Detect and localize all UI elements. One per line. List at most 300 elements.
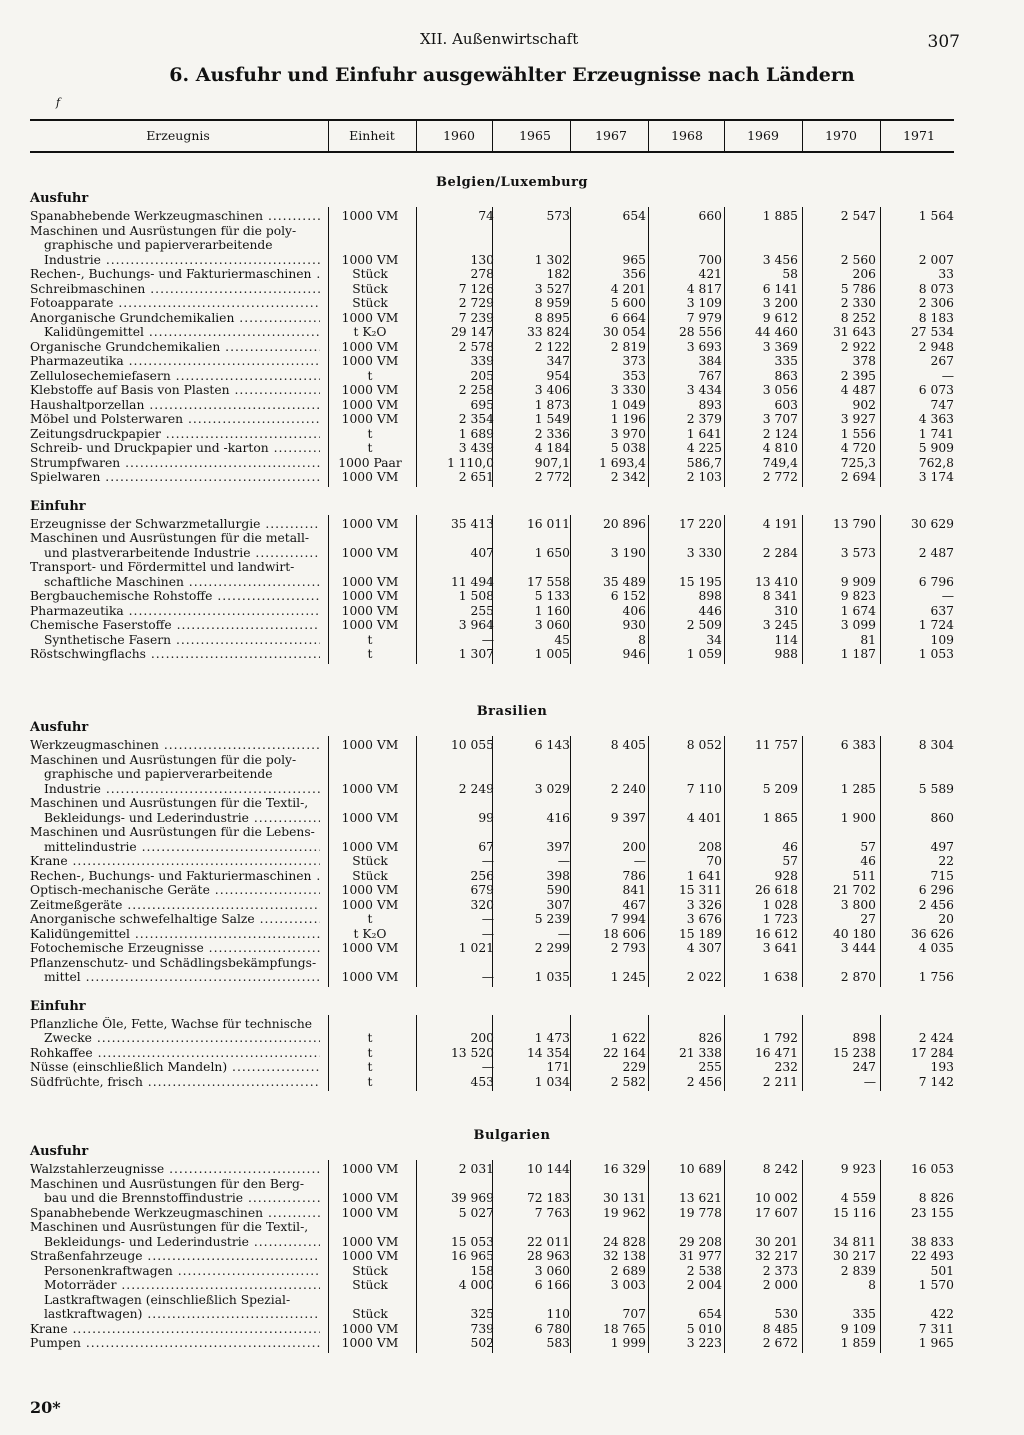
row-value: 17 220 [678, 516, 722, 531]
column-divider [328, 515, 329, 664]
row-value: 8 242 [762, 1162, 798, 1176]
row-value: 511 [852, 868, 876, 883]
row-value: 30 201 [754, 1234, 798, 1249]
row-value: 3 200 [762, 296, 798, 310]
row-label: Maschinen und Ausrüstungen für den Berg- [30, 1176, 305, 1191]
row-value: 40 180 [832, 926, 876, 941]
row-value: 3 927 [840, 412, 876, 426]
row-unit: 1000 VM [341, 397, 399, 412]
row-unit: t [367, 632, 373, 647]
row-label: Pharmazeutika ..... [30, 604, 320, 618]
row-value: 21 338 [678, 1045, 722, 1060]
row-label: Klebstoffe auf Basis von Plasten ..... [30, 383, 320, 397]
row-label: Schreib- und Druckpapier und -karton ..... [30, 441, 320, 455]
row-value: 2 124 [762, 426, 798, 441]
row-value: 33 824 [526, 325, 570, 339]
group-title: Einfuhr [30, 998, 86, 1014]
row-value: 1 473 [534, 1031, 570, 1045]
row-value: 232 [774, 1060, 798, 1074]
row-value: 29 147 [450, 325, 494, 339]
row-value: 749,4 [762, 455, 798, 470]
row-label: bau und die Brennstoffindustrie ..... [30, 1191, 320, 1205]
row-label: Krane ..... [30, 1322, 320, 1336]
row-label: Zwecke ..... [30, 1031, 320, 1045]
column-divider [570, 736, 571, 987]
row-value: 4 184 [534, 441, 570, 455]
row-value: — [481, 1060, 494, 1074]
row-label: Rechen-, Buchungs- und Fakturiermaschinen ..... [30, 869, 320, 883]
row-value: 2 456 [686, 1074, 722, 1089]
row-unit: t [367, 1060, 373, 1074]
row-value: 3 573 [840, 545, 876, 560]
row-value: 397 [546, 839, 570, 854]
row-value: 373 [622, 354, 646, 368]
row-unit: 1000 VM [341, 883, 399, 897]
row-value: 4 201 [610, 281, 646, 296]
row-value: 3 330 [610, 383, 646, 397]
row-value: 1 859 [840, 1336, 876, 1350]
row-value: 13 520 [450, 1045, 494, 1060]
row-value: 28 963 [526, 1249, 570, 1263]
row-value: 13 621 [678, 1191, 722, 1205]
row-value: 7 239 [458, 310, 494, 325]
row-unit: 1000 VM [341, 1249, 399, 1263]
row-value: 898 [852, 1031, 876, 1045]
row-value: 8 826 [918, 1191, 954, 1205]
row-value: 2 022 [686, 970, 722, 984]
row-unit: t [367, 1045, 373, 1060]
row-value: 256 [470, 868, 494, 883]
group-title: Einfuhr [30, 498, 86, 514]
row-value: 22 011 [526, 1234, 570, 1249]
row-unit: t [367, 1031, 373, 1045]
row-value: 2 004 [686, 1278, 722, 1292]
row-value: 2 560 [840, 252, 876, 267]
row-value: — [481, 632, 494, 647]
row-value: 11 494 [450, 574, 494, 589]
column-divider [648, 515, 649, 664]
row-value: 2 772 [762, 470, 798, 484]
row-label: Motorräder ..... [30, 1278, 320, 1292]
row-value: 4 401 [686, 810, 722, 825]
row-value: 860 [930, 810, 954, 825]
row-value: 3 003 [610, 1278, 646, 1292]
row-value: 57 [782, 854, 798, 868]
row-value: 30 054 [602, 325, 646, 339]
row-value: 654 [698, 1307, 722, 1321]
row-value: 1 900 [840, 810, 876, 825]
row-value: 928 [774, 868, 798, 883]
row-value: 2 031 [458, 1162, 494, 1176]
row-unit: 1000 VM [341, 310, 399, 325]
row-value: 4 225 [686, 441, 722, 455]
row-value: 2 258 [458, 383, 494, 397]
row-value: 307 [546, 897, 570, 912]
row-value: 7 311 [918, 1321, 954, 1336]
row-value: 1 999 [610, 1336, 646, 1350]
margin-mark: f [56, 96, 61, 109]
row-unit: t [367, 368, 373, 383]
row-value: 988 [774, 647, 798, 661]
column-divider [724, 736, 725, 987]
row-value: 58 [782, 267, 798, 281]
row-value: 583 [546, 1336, 570, 1350]
row-value: 2 103 [686, 470, 722, 484]
row-unit: 1000 VM [341, 470, 399, 484]
column-divider [648, 1015, 649, 1092]
row-value: 5 038 [610, 441, 646, 455]
column-divider [802, 1015, 803, 1092]
row-unit: 1000 VM [341, 781, 399, 796]
row-value: 1 564 [918, 209, 954, 223]
row-value: 28 556 [678, 325, 722, 339]
row-unit: 1000 VM [341, 1336, 399, 1350]
row-value: 1 641 [686, 426, 722, 441]
row-unit: Stück [352, 267, 388, 281]
row-value: 1 873 [534, 397, 570, 412]
row-value: — [481, 854, 494, 868]
row-value: 3 676 [686, 912, 722, 926]
row-value: 1 641 [686, 868, 722, 883]
row-value: 893 [698, 397, 722, 412]
row-value: 2 424 [918, 1031, 954, 1045]
row-label: Nüsse (einschließlich Mandeln) ..... [30, 1060, 320, 1074]
row-value: 9 823 [840, 589, 876, 603]
row-value: 6 141 [762, 281, 798, 296]
row-label: Möbel und Polsterwaren ..... [30, 412, 320, 426]
row-value: 2 578 [458, 339, 494, 354]
row-value: 10 055 [450, 738, 494, 752]
row-value: 902 [852, 397, 876, 412]
row-value: 8 052 [686, 738, 722, 752]
row-label: Bekleidungs- und Lederindustrie ..... [30, 811, 320, 825]
row-label: Kalidüngemittel ..... [30, 325, 320, 339]
row-value: 2 354 [458, 412, 494, 426]
row-value: 30 217 [832, 1249, 876, 1263]
row-value: 1 285 [840, 781, 876, 796]
row-value: 3 099 [840, 618, 876, 632]
row-value: 1 741 [918, 426, 954, 441]
row-value: 2 379 [686, 412, 722, 426]
row-value: 2 373 [762, 1263, 798, 1278]
row-unit: 1000 VM [341, 516, 399, 531]
row-label: Maschinen und Ausrüstungen für die Lebens- [30, 825, 315, 839]
row-value: 1 034 [534, 1074, 570, 1089]
row-value: 2 249 [458, 781, 494, 796]
row-value: 9 109 [840, 1321, 876, 1336]
column-divider [416, 1160, 417, 1353]
row-unit: Stück [352, 868, 388, 883]
row-value: 109 [930, 632, 954, 647]
row-label: Bekleidungs- und Lederindustrie ..... [30, 1235, 320, 1249]
row-label: Optisch-mechanische Geräte ..... [30, 883, 320, 897]
row-value: — [557, 854, 570, 868]
row-value: 898 [698, 589, 722, 603]
row-value: 2 922 [840, 339, 876, 354]
row-unit: Stück [352, 854, 388, 868]
row-unit: 1000 VM [341, 618, 399, 632]
column-header-year: 1965 [519, 128, 551, 143]
row-value: 954 [546, 368, 570, 383]
row-unit: t [367, 1074, 373, 1089]
row-value: 1 110,0 [447, 455, 494, 470]
row-unit: 1000 VM [341, 897, 399, 912]
header-column-divider [880, 121, 881, 151]
row-value: 378 [852, 354, 876, 368]
row-unit: Stück [352, 1278, 388, 1292]
row-value: 1 556 [840, 426, 876, 441]
row-value: 171 [546, 1060, 570, 1074]
row-label: Pflanzenschutz- und Schädlingsbekämpfungs- [30, 955, 317, 970]
row-value: 1 693,4 [599, 455, 646, 470]
row-value: 7 994 [610, 912, 646, 926]
row-value: 24 828 [602, 1234, 646, 1249]
row-value: 3 800 [840, 897, 876, 912]
row-value: 3 456 [762, 252, 798, 267]
column-divider [416, 207, 417, 487]
row-value: 747 [930, 397, 954, 412]
row-value: 4 035 [918, 941, 954, 955]
row-label: Zeitmeßgeräte ..... [30, 898, 320, 912]
row-unit: 1000 VM [341, 603, 399, 618]
row-value: 15 053 [450, 1234, 494, 1249]
row-value: 267 [930, 354, 954, 368]
row-label: Transport- und Fördermittel und landwirt- [30, 560, 295, 574]
row-value: 1 508 [458, 589, 494, 603]
row-value: 1 570 [918, 1278, 954, 1292]
row-value: 2 948 [918, 339, 954, 354]
row-value: 2 870 [840, 970, 876, 984]
column-divider [802, 1160, 803, 1353]
row-value: 35 489 [602, 574, 646, 589]
row-label: Personenkraftwagen ..... [30, 1264, 320, 1278]
row-value: 3 174 [918, 470, 954, 484]
column-divider [492, 1015, 493, 1092]
row-value: 707 [622, 1307, 646, 1321]
row-unit: 1000 VM [341, 209, 399, 223]
row-value: 3 056 [762, 383, 798, 397]
row-value: 2 306 [918, 296, 954, 310]
row-value: 679 [470, 883, 494, 897]
header-column-divider [724, 121, 725, 151]
row-label: Erzeugnisse der Schwarzmetallurgie ..... [30, 517, 320, 531]
row-value: 8 895 [534, 310, 570, 325]
row-value: — [557, 926, 570, 941]
row-value: 2 582 [610, 1074, 646, 1089]
row-value: 3 060 [534, 618, 570, 632]
row-value: 422 [930, 1307, 954, 1321]
row-value: 5 010 [686, 1321, 722, 1336]
column-header-year: 1969 [747, 128, 779, 143]
row-value: 6 780 [534, 1321, 570, 1336]
row-value: 6 152 [610, 589, 646, 603]
row-unit: t [367, 912, 373, 926]
row-value: 193 [930, 1060, 954, 1074]
row-value: 23 155 [910, 1205, 954, 1220]
row-value: 2 122 [534, 339, 570, 354]
row-value: 200 [622, 839, 646, 854]
row-value: 13 410 [754, 574, 798, 589]
row-value: 1 622 [610, 1031, 646, 1045]
row-value: 3 369 [762, 339, 798, 354]
row-value: 4 720 [840, 441, 876, 455]
column-divider [880, 1160, 881, 1353]
row-value: 22 164 [602, 1045, 646, 1060]
row-value: 5 909 [918, 441, 954, 455]
row-value: 4 363 [918, 412, 954, 426]
row-unit: 1000 VM [341, 252, 399, 267]
row-value: 16 471 [754, 1045, 798, 1060]
column-header-product: Erzeugnis [146, 128, 210, 143]
row-value: 2 547 [840, 209, 876, 223]
row-label: Spanabhebende Werkzeugmaschinen ..... [30, 1206, 320, 1220]
row-value: 1 187 [840, 647, 876, 661]
row-value: 34 [706, 632, 722, 647]
row-label: Werkzeugmaschinen ..... [30, 738, 320, 752]
row-value: 1 028 [762, 897, 798, 912]
row-value: 6 664 [610, 310, 646, 325]
row-value: 7 126 [458, 281, 494, 296]
row-value: 21 702 [832, 883, 876, 897]
row-value: 1 245 [610, 970, 646, 984]
signature-mark: 20* [30, 1398, 61, 1417]
row-value: 32 138 [602, 1249, 646, 1263]
row-label: mittel ..... [30, 970, 320, 984]
row-label: Strumpfwaren ..... [30, 456, 320, 470]
row-value: 1 965 [918, 1336, 954, 1350]
header-column-divider [802, 121, 803, 151]
row-unit: Stück [352, 1307, 388, 1321]
column-divider [570, 1160, 571, 1353]
row-value: 15 238 [832, 1045, 876, 1060]
row-value: 1 885 [762, 209, 798, 223]
row-unit: 1000 VM [341, 1234, 399, 1249]
row-value: 2 793 [610, 941, 646, 955]
row-label: Maschinen und Ausrüstungen für die metall- [30, 531, 310, 545]
row-value: 114 [774, 632, 798, 647]
row-value: 2 729 [458, 296, 494, 310]
page-number: 307 [927, 32, 960, 52]
row-value: 46 [782, 839, 798, 854]
row-value: 603 [774, 397, 798, 412]
row-unit: 1000 VM [341, 383, 399, 397]
row-value: 10 144 [526, 1162, 570, 1176]
row-value: 16 011 [526, 516, 570, 531]
header-column-divider [492, 121, 493, 151]
column-divider [724, 1160, 725, 1353]
row-value: 2 487 [918, 545, 954, 560]
row-value: 335 [852, 1307, 876, 1321]
row-value: 2 284 [762, 545, 798, 560]
row-value: 356 [622, 267, 646, 281]
row-value: 8 405 [610, 738, 646, 752]
row-value: 762,8 [918, 455, 954, 470]
row-value: 3 970 [610, 426, 646, 441]
row-value: 229 [622, 1060, 646, 1074]
row-label: Pumpen ..... [30, 1336, 320, 1350]
row-value: 16 612 [754, 926, 798, 941]
row-value: 20 [938, 912, 954, 926]
row-label: Straßenfahrzeuge ..... [30, 1249, 320, 1263]
column-header-year: 1968 [671, 128, 703, 143]
row-label: Pflanzliche Öle, Fette, Wachse für technische [30, 1016, 313, 1031]
row-value: 5 589 [918, 781, 954, 796]
row-value: 34 811 [832, 1234, 876, 1249]
row-value: 255 [470, 603, 494, 618]
column-header-unit: Einheit [349, 128, 395, 143]
row-value: 863 [774, 368, 798, 383]
row-value: 6 796 [918, 574, 954, 589]
column-divider [724, 207, 725, 487]
row-value: 208 [698, 839, 722, 854]
row-value: 18 606 [602, 926, 646, 941]
row-label: Rechen-, Buchungs- und Fakturiermaschinen ..... [30, 267, 320, 281]
row-value: 1 549 [534, 412, 570, 426]
row-value: 3 326 [686, 897, 722, 912]
row-value: 19 962 [602, 1205, 646, 1220]
row-value: 2 395 [840, 368, 876, 383]
row-value: 965 [622, 252, 646, 267]
row-label: Röstschwingflachs ..... [30, 647, 320, 661]
row-label: Industrie ..... [30, 253, 320, 267]
row-value: 7 979 [686, 310, 722, 325]
row-value: 30 629 [910, 516, 954, 531]
row-label: Maschinen und Ausrüstungen für die Textil-, [30, 1220, 309, 1234]
row-value: 247 [852, 1060, 876, 1074]
row-value: 27 [860, 912, 876, 926]
row-unit: t K₂O [353, 926, 387, 941]
row-value: 8 [868, 1278, 876, 1292]
row-label: Maschinen und Ausrüstungen für die Textil-, [30, 796, 309, 810]
row-value: 17 607 [754, 1205, 798, 1220]
row-value: 725,3 [840, 455, 876, 470]
row-unit: 1000 VM [341, 738, 399, 752]
row-value: — [633, 854, 646, 868]
row-label: Anorganische Grundchemikalien ..... [30, 311, 320, 325]
row-value: 907,1 [534, 455, 570, 470]
row-value: 841 [622, 883, 646, 897]
row-value: 2 672 [762, 1336, 798, 1350]
row-value: 10 689 [678, 1162, 722, 1176]
column-divider [492, 515, 493, 664]
row-value: 6 296 [918, 883, 954, 897]
row-label: Synthetische Fasern ..... [30, 633, 320, 647]
row-value: 739 [470, 1321, 494, 1336]
row-value: 2 211 [762, 1074, 798, 1089]
row-value: 13 790 [832, 516, 876, 531]
row-value: 320 [470, 897, 494, 912]
row-value: 1 196 [610, 412, 646, 426]
column-header-year: 1971 [903, 128, 935, 143]
row-value: 1 035 [534, 970, 570, 984]
row-value: 5 027 [458, 1205, 494, 1220]
row-value: 2 007 [918, 252, 954, 267]
row-value: 130 [470, 252, 494, 267]
column-divider [724, 515, 725, 664]
row-value: 4 817 [686, 281, 722, 296]
column-divider [328, 1015, 329, 1092]
row-value: 6 143 [534, 738, 570, 752]
row-value: 9 612 [762, 310, 798, 325]
header-bottom-rule [30, 151, 954, 153]
row-value: 4 000 [458, 1278, 494, 1292]
row-label: Krane ..... [30, 854, 320, 868]
row-value: 2 509 [686, 618, 722, 632]
row-value: 7 110 [686, 781, 722, 796]
row-value: 467 [622, 897, 646, 912]
row-label: Schreibmaschinen ..... [30, 282, 320, 296]
row-value: 9 909 [840, 574, 876, 589]
